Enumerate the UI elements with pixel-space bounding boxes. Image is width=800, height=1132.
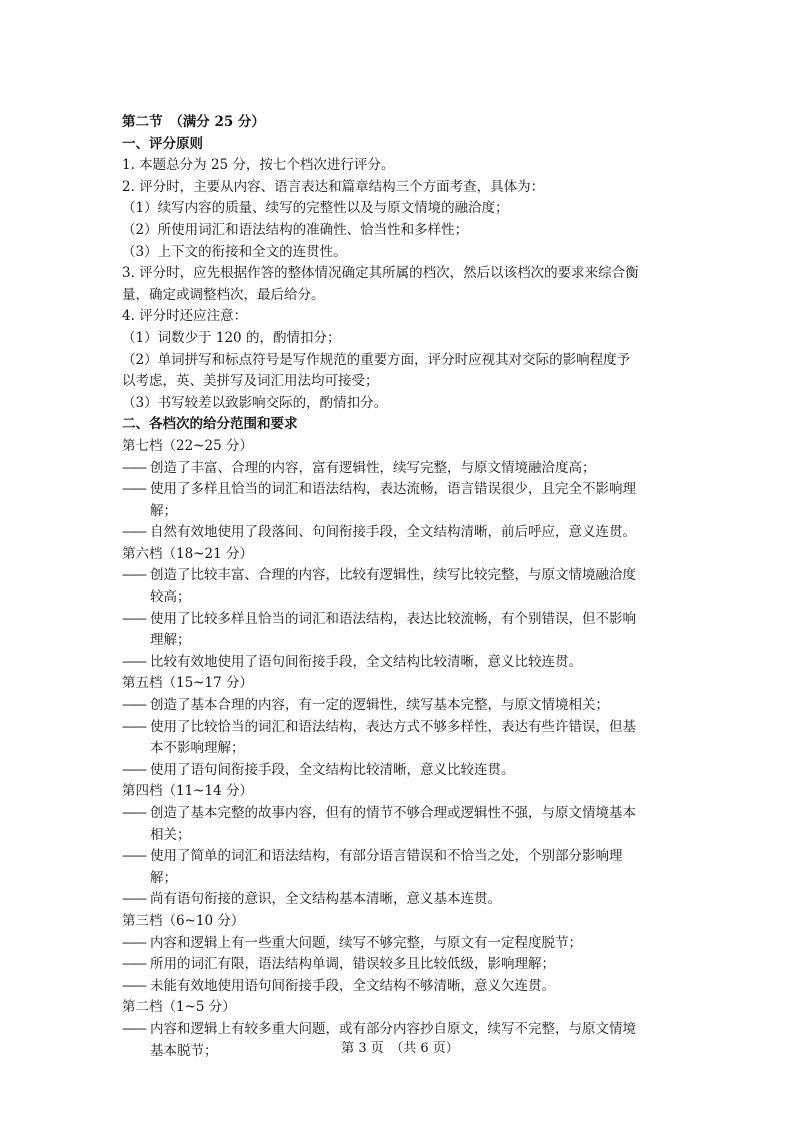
dash-marker: —— [122, 891, 145, 908]
level-title: 第四档（11~14 分） [122, 783, 253, 800]
criterion-text: 比较有效地使用了语句间衔接手段，全文结构比较清晰，意义比较连贯。 [150, 653, 582, 670]
level-criterion [122, 609, 642, 652]
level-criterion [122, 803, 642, 846]
principle-item: （2）所使用词汇和语法结构的准确性、恰当性和多样性； [122, 221, 469, 238]
dash-marker: —— [122, 977, 145, 994]
principle-item: （3）上下文的衔接和全文的连贯性。 [122, 243, 347, 260]
dash-marker: —— [122, 567, 145, 584]
level-criterion [122, 695, 642, 717]
criterion-text: 使用了语句间衔接手段，全文结构比较清晰，意义比较连贯。 [150, 761, 515, 778]
level-title: 第五档（15~17 分） [122, 675, 253, 692]
criterion-text: 未能有效地使用语句间衔接手段，全文结构不够清晰，意义欠连贯。 [150, 977, 555, 994]
criterion-text: 使用了简单的词汇和语法结构，有部分语言错误和不恰当之处，个别部分影响理解； [150, 848, 623, 886]
principle-item: 1. 本题总分为 25 分，按七个档次进行评分。 [122, 157, 395, 174]
dash-marker: —— [122, 524, 145, 541]
principle-item: （2）单词拼写和标点符号是写作规范的重要方面，评分时应视其对交际的影响程度予以考虑，英、美拼写及词汇用法均可接受； [122, 351, 631, 390]
criterion-text: 使用了比较恰当的词汇和语法结构，表达方式不够多样性，表达有些许错误，但基本不影响理解； [150, 718, 636, 757]
criterion-text: 创造了基本合理的内容，有一定的逻辑性，续写基本完整，与原文情境相关； [150, 697, 609, 714]
level-title: 第二档（1~5 分） [122, 999, 236, 1016]
criterion-text: 创造了基本完整的故事内容，但有的情节不够合理或逻辑性不强，与原文情境基本相关； [150, 805, 636, 843]
principles-list [122, 155, 642, 414]
dash-marker: —— [122, 653, 145, 670]
dash-marker: —— [122, 805, 145, 821]
level-criterion [122, 933, 642, 955]
principle-item: （1）词数少于 120 的，酌情扣分； [122, 329, 341, 346]
criterion-text: 创造了丰富、合理的内容，富有逻辑性，续写完整，与原文情境融洽度高； [150, 459, 596, 476]
level-block [122, 673, 642, 781]
criterion-text: 创造了比较丰富、合理的内容，比较有逻辑性，续写比较完整，与原文情境融洽度较高； [150, 567, 636, 606]
dash-marker: —— [122, 848, 145, 865]
level-criterion [122, 652, 642, 674]
criterion-text: 内容和逻辑上有较多重大问题，或有部分内容抄自原文，续写不完整，与原文情境基本脱节； [150, 1020, 636, 1059]
level-criterion [122, 760, 642, 782]
level-title: 第三档（6~10 分） [122, 912, 245, 929]
principle-item: 3. 评分时，应先根据作答的整体情况确定其所属的档次，然后以该档次的要求来综合衡量，确定或调整档次，最后给分。 [122, 265, 639, 303]
dash-marker: —— [122, 956, 145, 973]
criterion-text: 使用了多样且恰当的词汇和语法结构，表达流畅，语言错误很少，且完全不影响理解； [150, 481, 636, 519]
level-criterion [122, 458, 642, 480]
level-block [122, 911, 642, 997]
criterion-text: 尚有语句衔接的意识，全文结构基本清晰，意义基本连贯。 [150, 891, 501, 908]
criterion-text: 所用的词汇有限，语法结构单调，错误较多且比较低级，影响理解； [150, 956, 555, 973]
level-criterion [122, 522, 642, 544]
level-title: 第六档（18~21 分） [122, 545, 253, 562]
level-criterion [122, 479, 642, 522]
principle-item: （1）续写内容的质量、续写的完整性以及与原文情境的融洽度； [122, 200, 509, 217]
criterion-text: 自然有效地使用了段落间、句间衔接手段，全文结构清晰，前后呼应，意义连贯。 [150, 524, 636, 541]
levels-list [122, 436, 642, 1062]
level-criterion [122, 717, 642, 760]
level-title: 第七档（22~25 分） [122, 437, 253, 454]
levels-heading: 二、各档次的给分范围和要求 [122, 416, 298, 433]
level-criterion [122, 565, 642, 608]
section-title: 第二节 （满分 25 分） [122, 114, 265, 130]
dash-marker: —— [122, 459, 145, 476]
level-criterion [122, 954, 642, 976]
principle-item: （3）书写较差以致影响交际的，酌情扣分。 [122, 394, 388, 411]
level-block [122, 436, 642, 544]
dash-marker: —— [122, 697, 145, 714]
page-content [122, 112, 642, 1062]
dash-marker: —— [122, 481, 145, 498]
dash-marker: —— [122, 934, 145, 951]
dash-marker: —— [122, 761, 145, 778]
dash-marker: —— [122, 610, 145, 627]
level-block [122, 544, 642, 674]
page-footer: 第 3 页 （共 6 页） [341, 1041, 459, 1056]
dash-marker: —— [122, 718, 145, 735]
criterion-text: 内容和逻辑上有一些重大问题，续写不够完整，与原文有一定程度脱节； [150, 934, 582, 951]
principles-heading: 一、评分原则 [122, 135, 203, 152]
principle-item: 2. 评分时，主要从内容、语言表达和篇章结构三个方面考查，具体为： [122, 178, 545, 195]
level-criterion [122, 976, 642, 998]
level-criterion [122, 846, 642, 889]
level-criterion [122, 889, 642, 911]
dash-marker: —— [122, 1020, 145, 1037]
level-block [122, 781, 642, 911]
principle-item: 4. 评分时还应注意： [122, 308, 248, 325]
criterion-text: 使用了比较多样且恰当的词汇和语法结构，表达比较流畅，有个别错误，但不影响理解； [150, 610, 636, 649]
